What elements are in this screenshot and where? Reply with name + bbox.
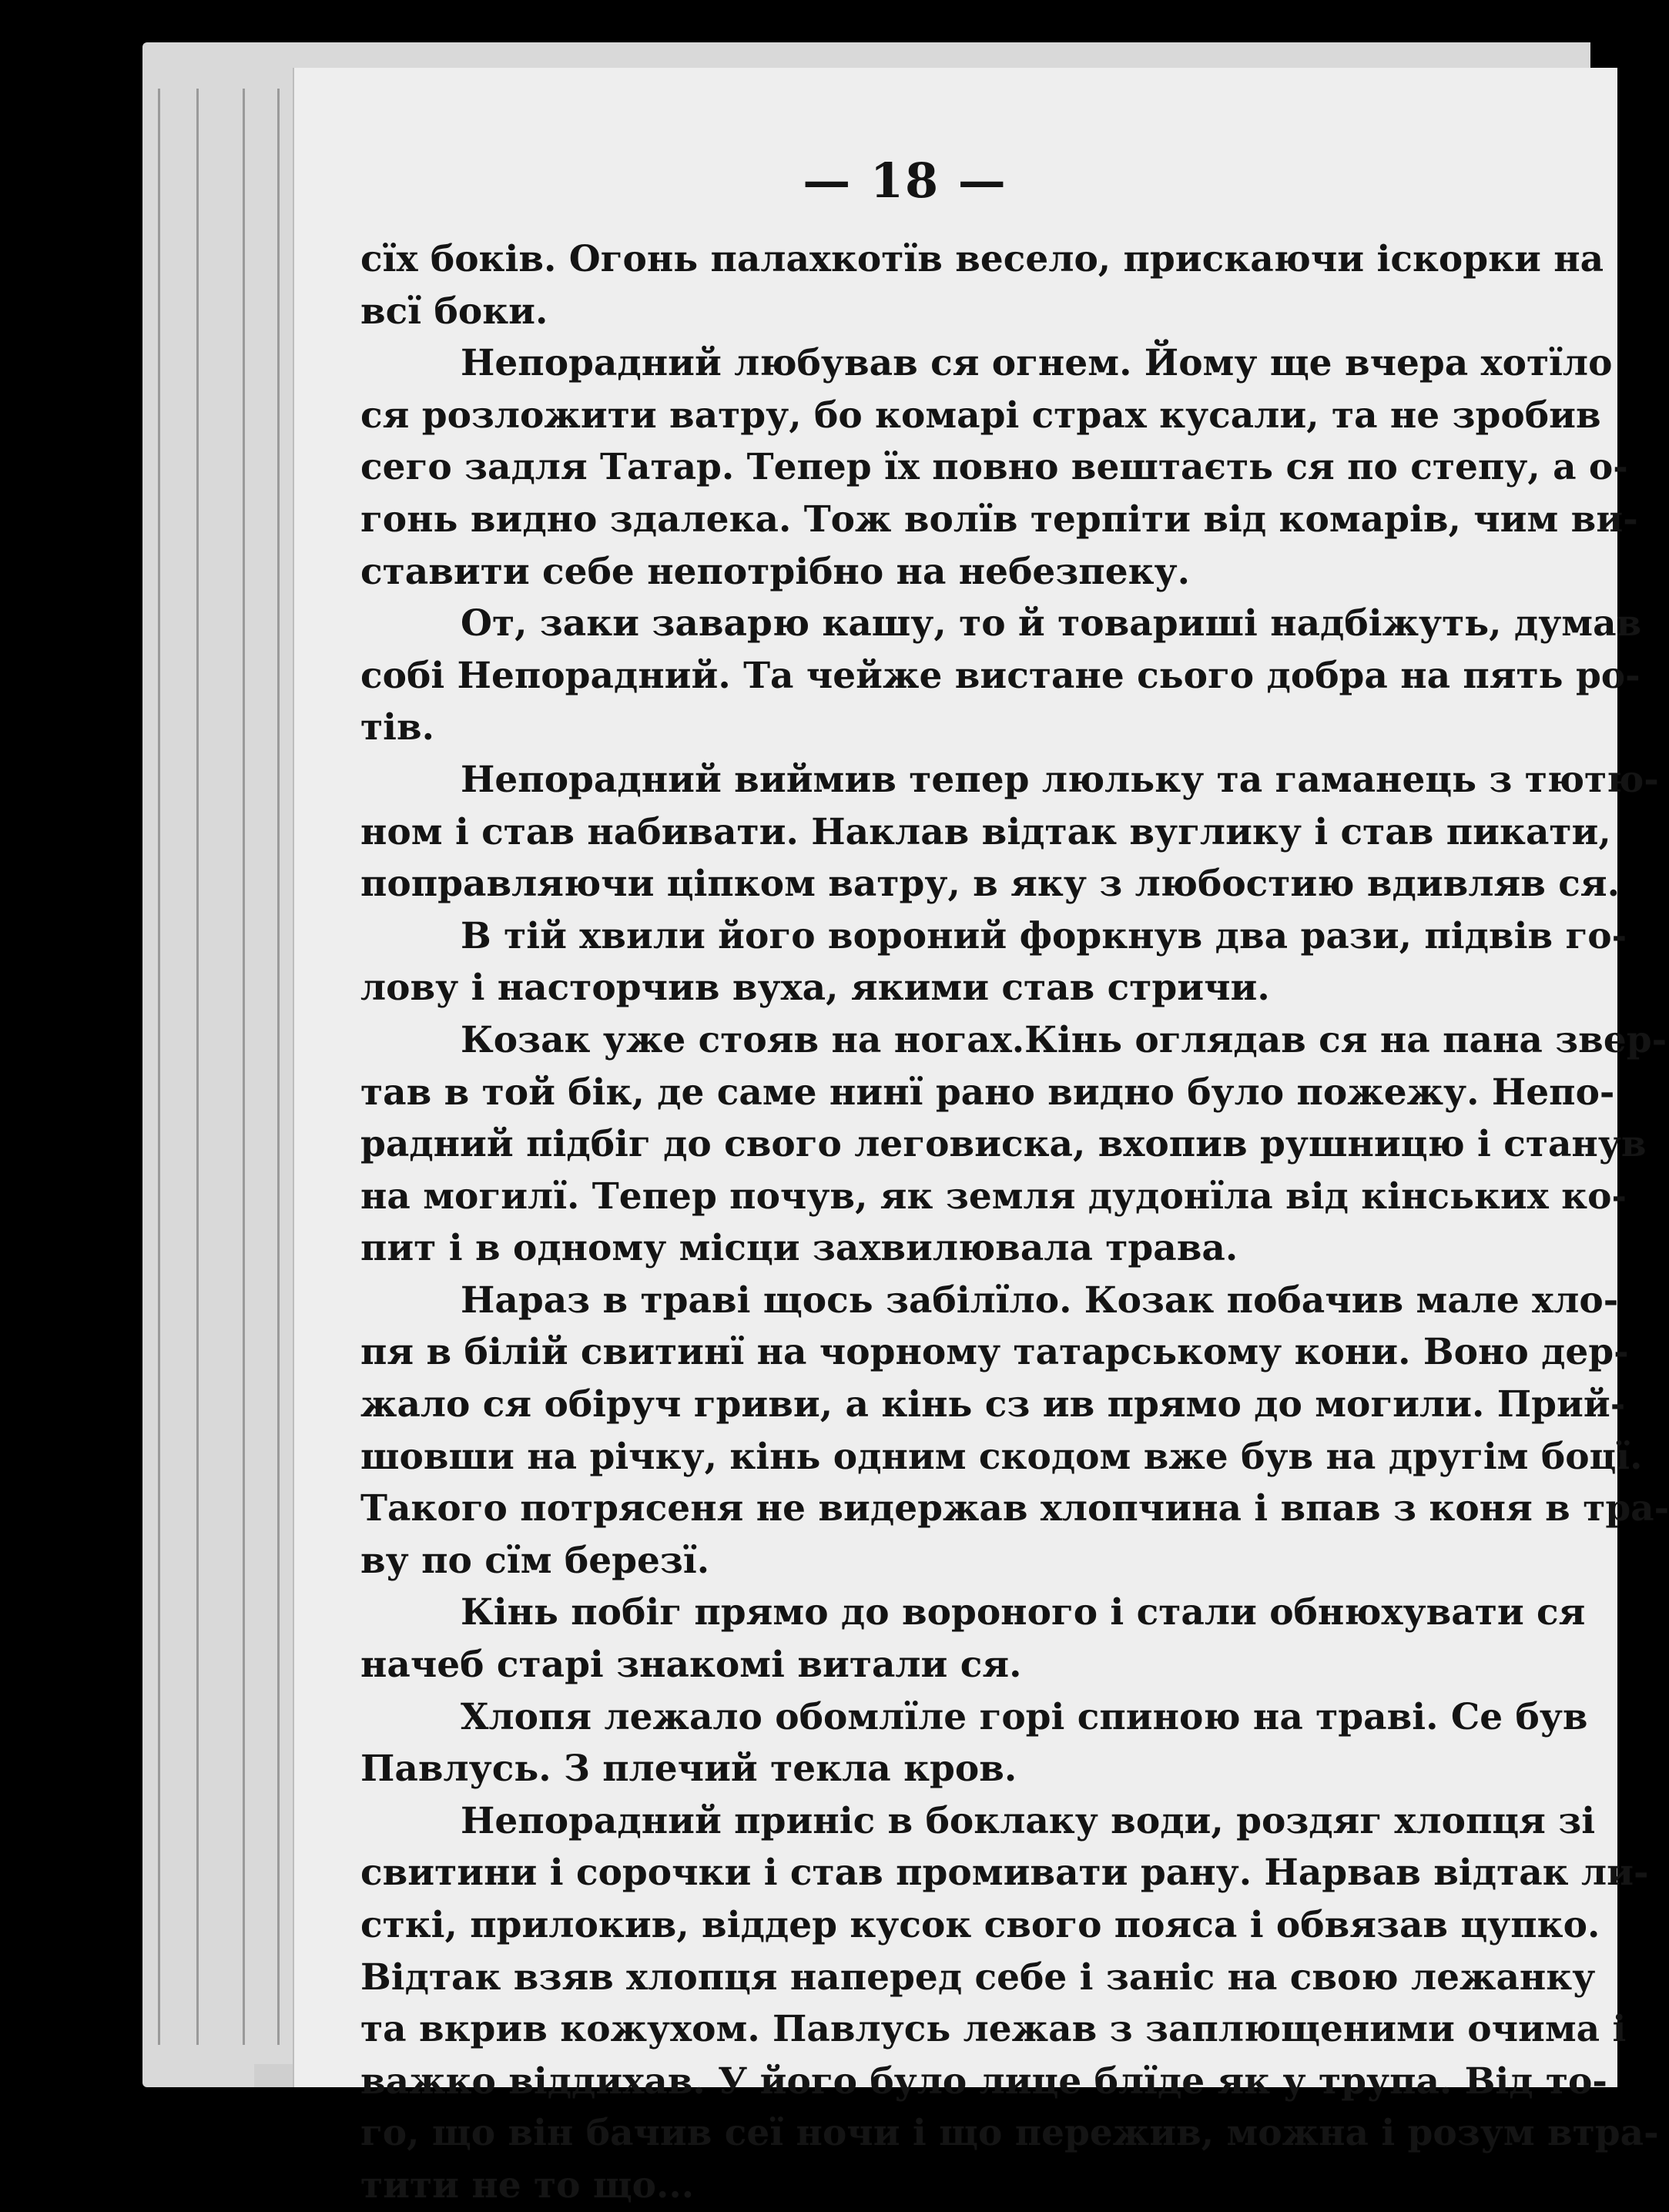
text-line: пит і в одному місци захвилювала трава. — [360, 1227, 1238, 1270]
text-line: на могилї. Тепер почув, як земля дудонїла від кінських ко- — [360, 1175, 1627, 1218]
text-line: Непорадний приніс в боклаку води, роздяг хлопця зі — [461, 1799, 1596, 1842]
text-line: пя в білій свитинї на чорному татарському кони. Воно дер- — [360, 1331, 1629, 1374]
text-line: жало ся обіруч гриви, а кінь сз ив прямо до могили. Прий- — [360, 1383, 1626, 1426]
page-edge — [243, 89, 245, 2045]
text-line: ном і став набивати. Наклав відтак вуглику і став пикати, — [360, 810, 1611, 853]
text-line: Непорадний любував ся огнем. Йому ще вчера хотїло — [461, 342, 1613, 385]
text-line: сткі, прилокив, віддер кусок свого пояса і обвязав цупко. — [360, 1904, 1600, 1946]
text-line: Нараз в траві щось забілїло. Козак побачив мале хло- — [461, 1279, 1619, 1322]
text-line: та вкрив кожухом. Павлусь лежав з заплющеними очима і — [360, 2008, 1627, 2051]
text-line: Павлусь. З плечий текла кров. — [360, 1748, 1017, 1791]
text-line: Непорадний виймив тепер люльку та гаманець з тютю- — [461, 758, 1659, 801]
text-line: собі Непорадний. Та чейже вистане сього добра на пять ро- — [360, 654, 1641, 697]
text-line: тів. — [360, 706, 434, 749]
text-line: В тій хвили його вороний форкнув два рази, підвів го- — [461, 914, 1627, 957]
text-line: От, заки заварю кашу, то й товариші надбіжуть, думав — [461, 602, 1642, 645]
text-line: Кінь побіг прямо до вороного і стали обнюхувати ся — [461, 1591, 1586, 1634]
text-line: сего задля Татар. Тепер їх повно вештаєть ся по степу, а о- — [360, 446, 1628, 489]
page-edge — [196, 89, 199, 2045]
text-line: всї боки. — [360, 290, 548, 333]
text-line: ву по сїм березї. — [360, 1539, 710, 1582]
book-page — [293, 68, 1669, 2207]
text-line: Хлопя лежало обомлїле горі спиною на траві. Се був — [461, 1695, 1588, 1738]
text-line: Такого потрясеня не видержав хлопчина і впав з коня в тра- — [360, 1487, 1669, 1530]
text-line: поправляючи ціпком ватру, в яку з любостию вдивляв ся. — [360, 863, 1620, 906]
text-line: сїх боків. Огонь палахкотїв весело, прискаючи іскорки на — [360, 238, 1604, 280]
page-text — [360, 233, 1669, 2212]
text-line: радний підбіг до свого леговиска, вхопив рушницю і станув — [360, 1123, 1647, 1166]
text-line: го, що він бачив сеї ночи і що пережив, можна і розум втра- — [360, 2112, 1659, 2155]
page-edge — [158, 89, 160, 2045]
text-line: лову і насторчив вуха, якими став стричи. — [360, 967, 1270, 1010]
text-line: ставити себе непотрібно на небезпеку. — [360, 550, 1191, 593]
text-line: начеб старі знакомі витали ся. — [360, 1644, 1022, 1687]
text-line: Відтак взяв хлопця наперед себе і заніс на свою лежанку — [360, 1956, 1596, 1999]
page-number: — 18 — — [803, 152, 1007, 209]
text-line: Козак уже стояв на ногах.Кінь оглядав ся на пана звер- — [461, 1018, 1667, 1061]
text-line: тав в той бік, де саме нинї рано видно було пожежу. Непо- — [360, 1071, 1615, 1114]
text-line: ся розложити ватру, бо комарі страх кусали, та не зробив — [360, 394, 1601, 437]
text-line: важко віддихав. У його було лице блїде як у трупа. Від то- — [360, 2060, 1607, 2103]
text-line: гонь видно здалека. Тож волїв терпіти від комарів, чим ви- — [360, 498, 1638, 541]
text-line: тити не то що... — [360, 2163, 695, 2207]
text-line: шовши на річку, кінь одним скодом вже був на другім боцї. — [360, 1435, 1643, 1478]
text-line: свитини і сорочки і став промивати рану. Нарвав відтак ли- — [360, 1852, 1649, 1895]
page-edge — [277, 89, 280, 2045]
